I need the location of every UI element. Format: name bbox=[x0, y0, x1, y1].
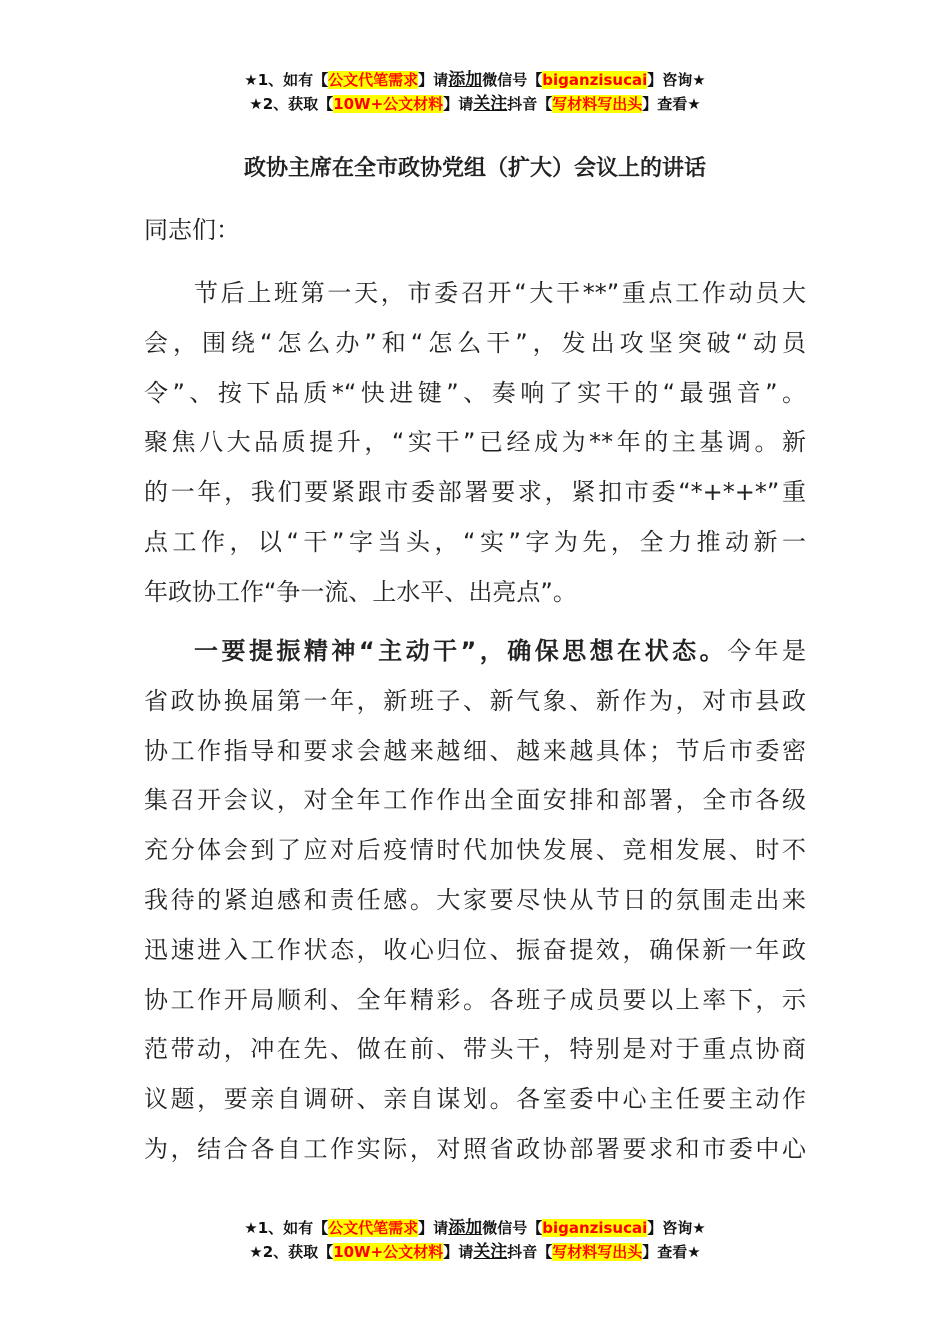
paragraph-line: 充分体会到了应对后疫情时代加快发展、竞相发展、时不 bbox=[144, 836, 806, 865]
point-heading: 一要提振精神“主动干”，确保思想在状态。 bbox=[194, 637, 728, 665]
paragraph-line: 范带动，冲在先、做在前、带头干，特别是对于重点协商 bbox=[144, 1035, 806, 1064]
banner-text: 微信号【 bbox=[482, 1219, 543, 1237]
banner-underline: 添加 bbox=[448, 1218, 483, 1238]
banner-line-1 bbox=[0, 1216, 950, 1240]
paragraph-line: 年政协工作“争一流、上水平、出亮点”。 bbox=[144, 577, 577, 606]
banner-text: 抖音【 bbox=[507, 1243, 553, 1261]
banner-highlight-wechat-id: biganzisucai bbox=[542, 71, 648, 89]
banner-highlight: 10W+公文材料 bbox=[333, 95, 444, 113]
paragraph-line: 协工作开局顺利、全年精彩。各班子成员要以上率下，示 bbox=[144, 985, 806, 1014]
paragraph-point-one bbox=[144, 627, 806, 1175]
paragraph-intro bbox=[144, 269, 806, 618]
paragraph-line: 令”、按下品质*“快进键”、奏响了实干的“最强音”。 bbox=[144, 378, 806, 407]
document-title: 政协主席在全市政协党组（扩大）会议上的讲话 bbox=[243, 156, 706, 181]
banner-line-2 bbox=[0, 92, 950, 116]
banner-highlight: 10W+公文材料 bbox=[333, 1243, 444, 1261]
paragraph-line: 为，结合各自工作实际，对照省政协部署要求和市委中心 bbox=[144, 1134, 806, 1163]
paragraph-line: 的一年，我们要紧跟市委部署要求，紧扣市委“*+*+*”重 bbox=[144, 478, 806, 507]
header-banner bbox=[0, 68, 950, 116]
banner-text: 】咨询★ bbox=[647, 71, 706, 89]
banner-underline: 添加 bbox=[448, 70, 483, 90]
banner-text: 抖音【 bbox=[507, 95, 553, 113]
banner-line-1 bbox=[0, 68, 950, 92]
banner-text: ★2、获取【 bbox=[249, 95, 334, 113]
paragraph-line: 迅速进入工作状态，收心归位、振奋提效，确保新一年政 bbox=[144, 935, 806, 964]
banner-text: ★1、如有【 bbox=[244, 71, 329, 89]
banner-highlight-douyin: 写材料写出头 bbox=[552, 95, 643, 113]
paragraph-line: 省政协换届第一年，新班子、新气象、新作为，对市县政 bbox=[144, 686, 806, 715]
paragraph-line: 点工作，以“干”字当头，“实”字为先，全力推动新一 bbox=[144, 527, 806, 556]
banner-highlight: 公文代笔需求 bbox=[328, 1219, 419, 1237]
banner-text: 微信号【 bbox=[482, 71, 543, 89]
banner-underline: 关注 bbox=[473, 1242, 508, 1262]
banner-highlight: 公文代笔需求 bbox=[328, 71, 419, 89]
paragraph-text: 今年是 bbox=[727, 637, 807, 665]
banner-text: 】请 bbox=[443, 1243, 474, 1261]
paragraph-line: 会，围绕“怎么办”和“怎么干”，发出攻坚突破“动员 bbox=[144, 328, 806, 357]
banner-line-2 bbox=[0, 1240, 950, 1264]
paragraph-line: 节后上班第一天，市委召开“大干**”重点工作动员大 bbox=[194, 279, 806, 307]
greeting: 同志们： bbox=[144, 216, 240, 244]
banner-text: 】查看★ bbox=[642, 95, 701, 113]
banner-text: 】查看★ bbox=[642, 1243, 701, 1261]
paragraph-line: 议题，要亲自调研、亲自谋划。各室委中心主任要主动作 bbox=[144, 1085, 806, 1114]
banner-text: ★1、如有【 bbox=[244, 1219, 329, 1237]
banner-underline: 关注 bbox=[473, 94, 508, 114]
banner-highlight-wechat-id: biganzisucai bbox=[542, 1219, 648, 1237]
banner-text: 】请 bbox=[418, 1219, 449, 1237]
paragraph-first-line bbox=[144, 627, 806, 677]
banner-text: 】请 bbox=[418, 71, 449, 89]
paragraph-line: 聚焦八大品质提升，“实干”已经成为**年的主基调。新 bbox=[144, 428, 806, 457]
paragraph-line: 我待的紧迫感和责任感。大家要尽快从节日的氛围走出来 bbox=[144, 885, 806, 914]
paragraph-line: 集召开会议，对全年工作作出全面安排和部署，全市各级 bbox=[144, 786, 806, 815]
banner-text: 】请 bbox=[443, 95, 474, 113]
banner-text: ★2、获取【 bbox=[249, 1243, 334, 1261]
banner-highlight-douyin: 写材料写出头 bbox=[552, 1243, 643, 1261]
footer-banner bbox=[0, 1216, 950, 1264]
banner-text: 】咨询★ bbox=[647, 1219, 706, 1237]
paragraph-line: 协工作指导和要求会越来越细、越来越具体；节后市委密 bbox=[144, 736, 806, 765]
